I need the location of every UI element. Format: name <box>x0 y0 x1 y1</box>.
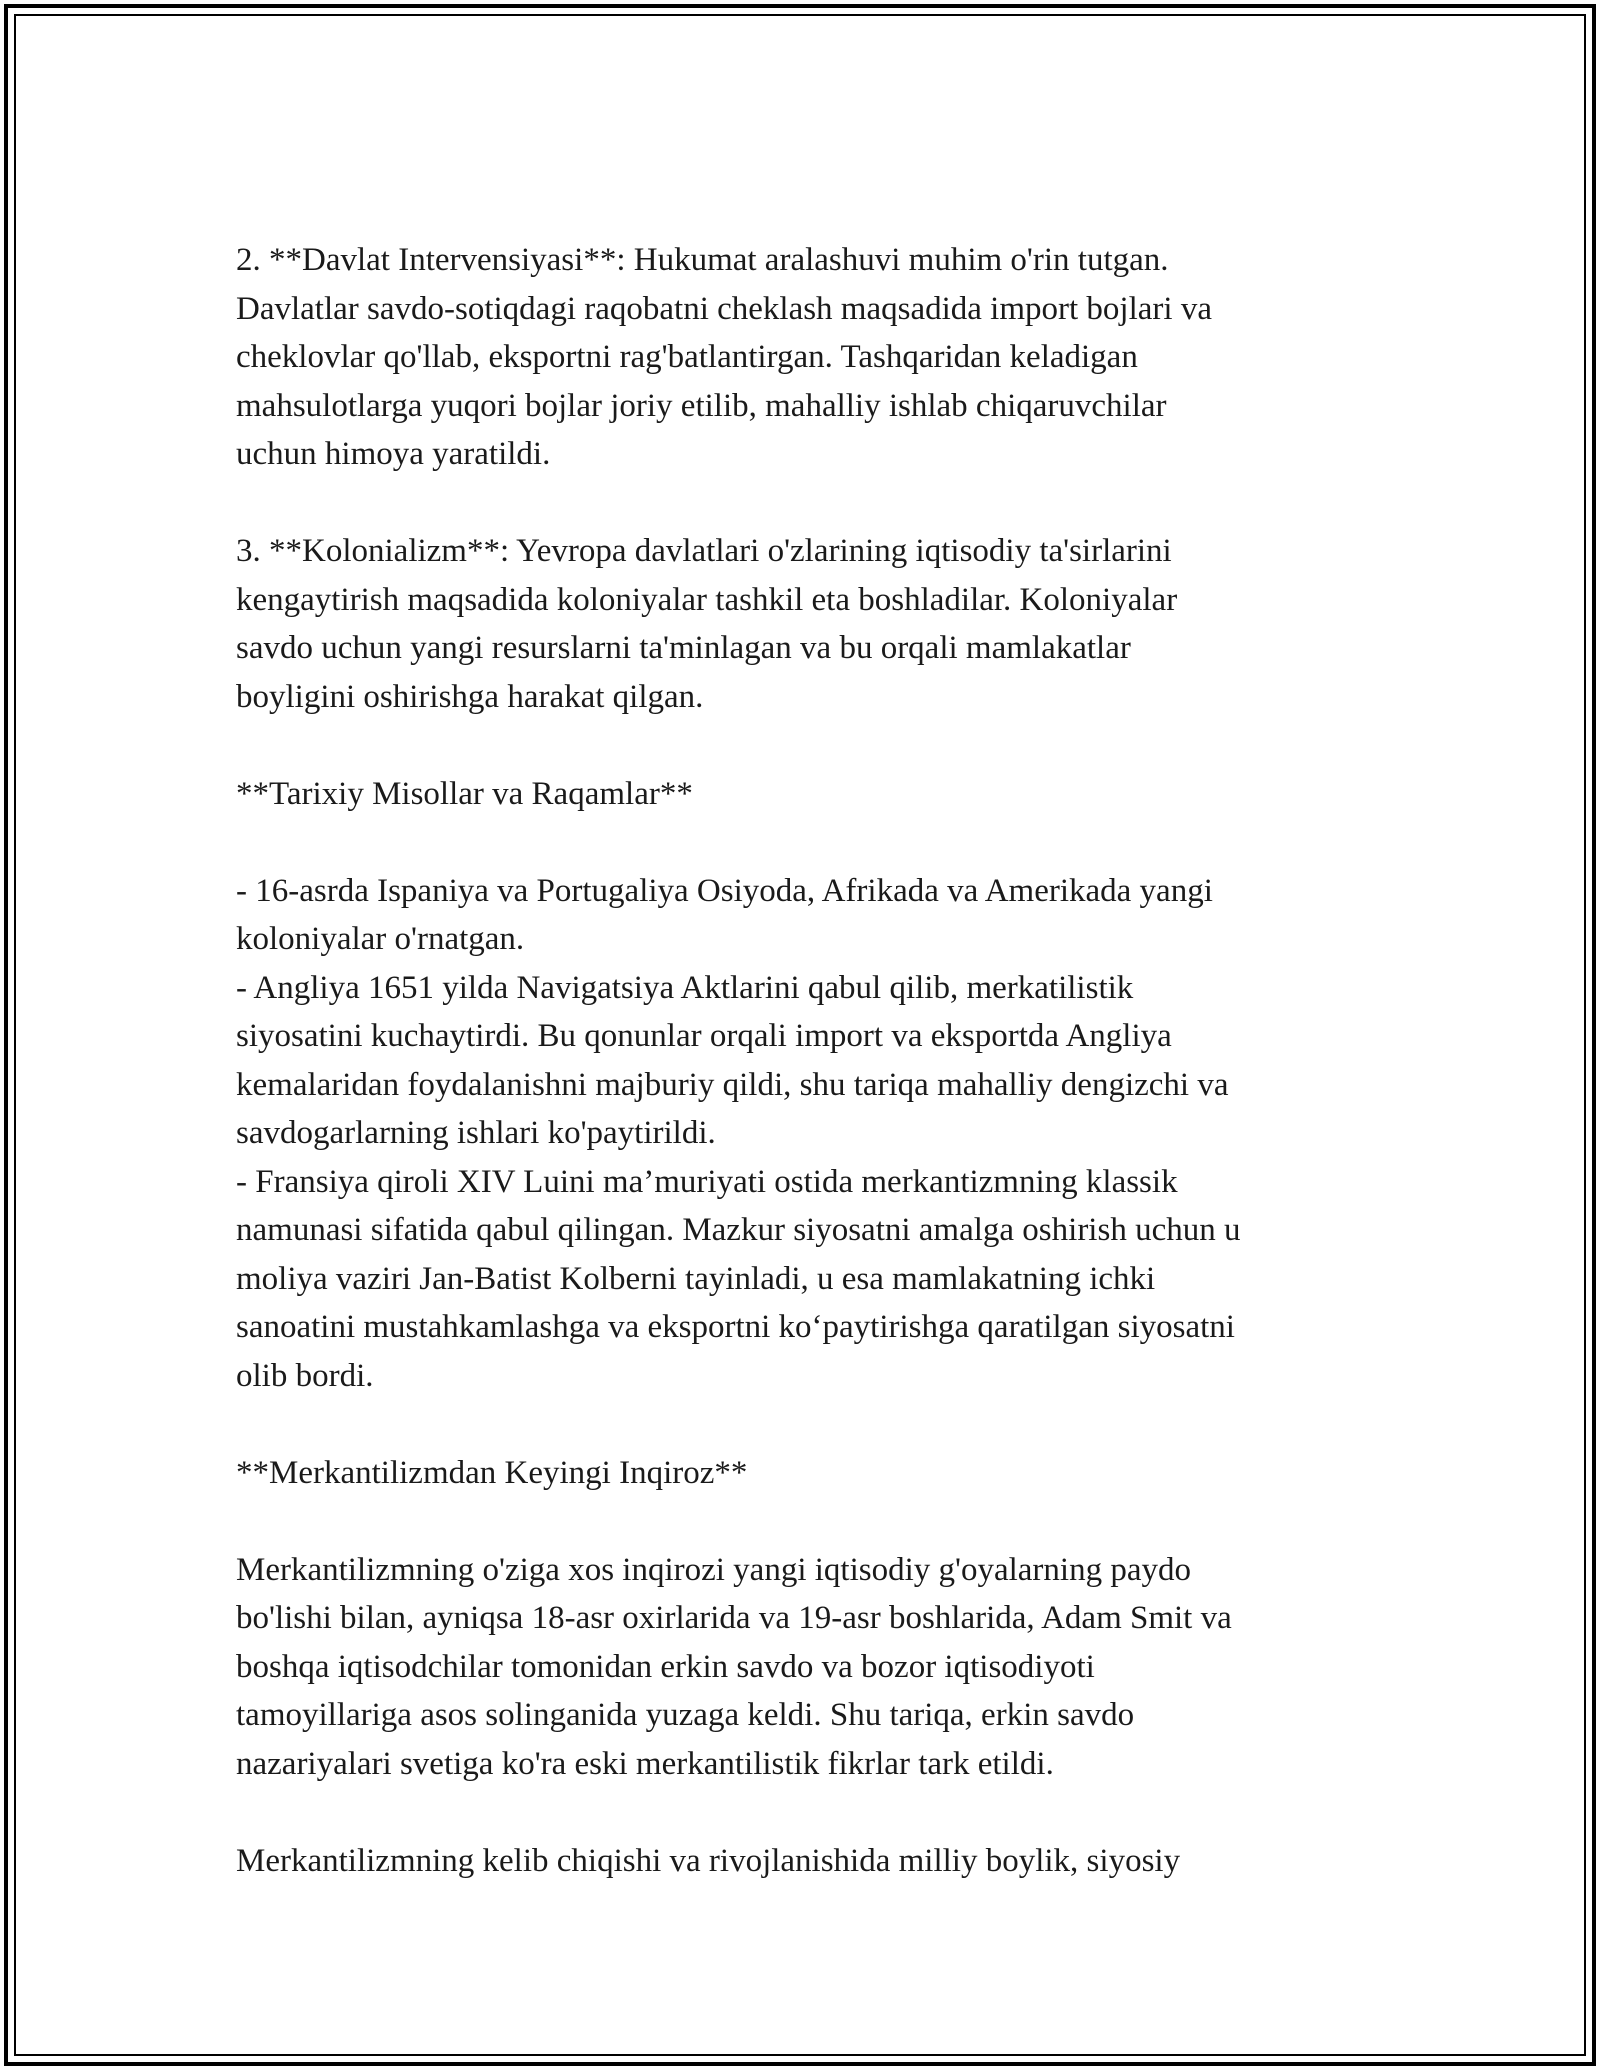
heading-keyingi-inqiroz: **Merkantilizmdan Keyingi Inqiroz** <box>236 1454 748 1491</box>
paragraph-davlat-intervensiyasi: 2. **Davlat Intervensiyasi**: Hukumat aralashuvi muhim o'rin tutgan. Davlatlar savdo-sotiqdagi raqobatni cheklash maqsadida import bojlari va cheklovlar qo'llab, eksportni rag'batlantirgan. Tashqaridan keladigan mahsulotlarga yuqori bojlar joriy etilib, mahalliy ishlab chiqaruvchilar uchun himoya yaratildi. <box>236 242 1212 472</box>
bullet-item: - Fransiya qiroli XIV Luini ma’muriyati ostida merkantizmning klassik namunasi sifatida qabul qilingan. Mazkur siyosatni amalga oshirish uchun u moliya vaziri Jan-Batist Kolberni tayinladi, u esa mamlakatning ichki sanoatini mustahkamlashga va eksportni ko‘paytirishga qaratilgan siyosatni olib bordi. <box>236 1163 1241 1394</box>
document-body <box>236 236 1366 1885</box>
bullet-item: - 16-asrda Ispaniya va Portugaliya Osiyoda, Afrikada va Amerikada yangi koloniyalar o'rnatgan. <box>236 872 1213 957</box>
bullet-item: - Angliya 1651 yilda Navigatsiya Aktlarini qabul qilib, merkatilistik siyosatini kuchaytirdi. Bu qonunlar orqali import va eksportda Angliya kemalaridan foydalanishni majburiy qildi, shu tariqa mahalliy dengizchi va savdogarlarning ishlari ko'paytirildi. <box>236 969 1229 1151</box>
paragraph-inqiroz: Merkantilizmning o'ziga xos inqirozi yangi iqtisodiy g'oyalarning paydo bo'lishi bilan, ayniqsa 18-asr oxirlarida va 19-asr boshlarida, Adam Smit va boshqa iqtisodchilar tomonidan erkin savdo va bozor iqtisodiyoti tamoyillariga asos solinganida yuzaga keldi. Shu tariqa, erkin savdo nazariyalari svetiga ko'ra eski merkantilistik fikrlar tark etildi. <box>236 1551 1232 1782</box>
paragraph-kolonializm: 3. **Kolonializm**: Yevropa davlatlari o'zlarining iqtisodiy ta'sirlarini kengaytirish maqsadida koloniyalar tashkil eta boshladilar. Koloniyalar savdo uchun yangi resurslarni ta'minlagan va bu orqali mamlakatlar boyligini oshirishga harakat qilgan. <box>236 533 1178 715</box>
heading-tarixiy-misollar: **Tarixiy Misollar va Raqamlar** <box>236 775 693 812</box>
paragraph-final: Merkantilizmning kelib chiqishi va rivojlanishida milliy boylik, siyosiy <box>236 1842 1181 1879</box>
